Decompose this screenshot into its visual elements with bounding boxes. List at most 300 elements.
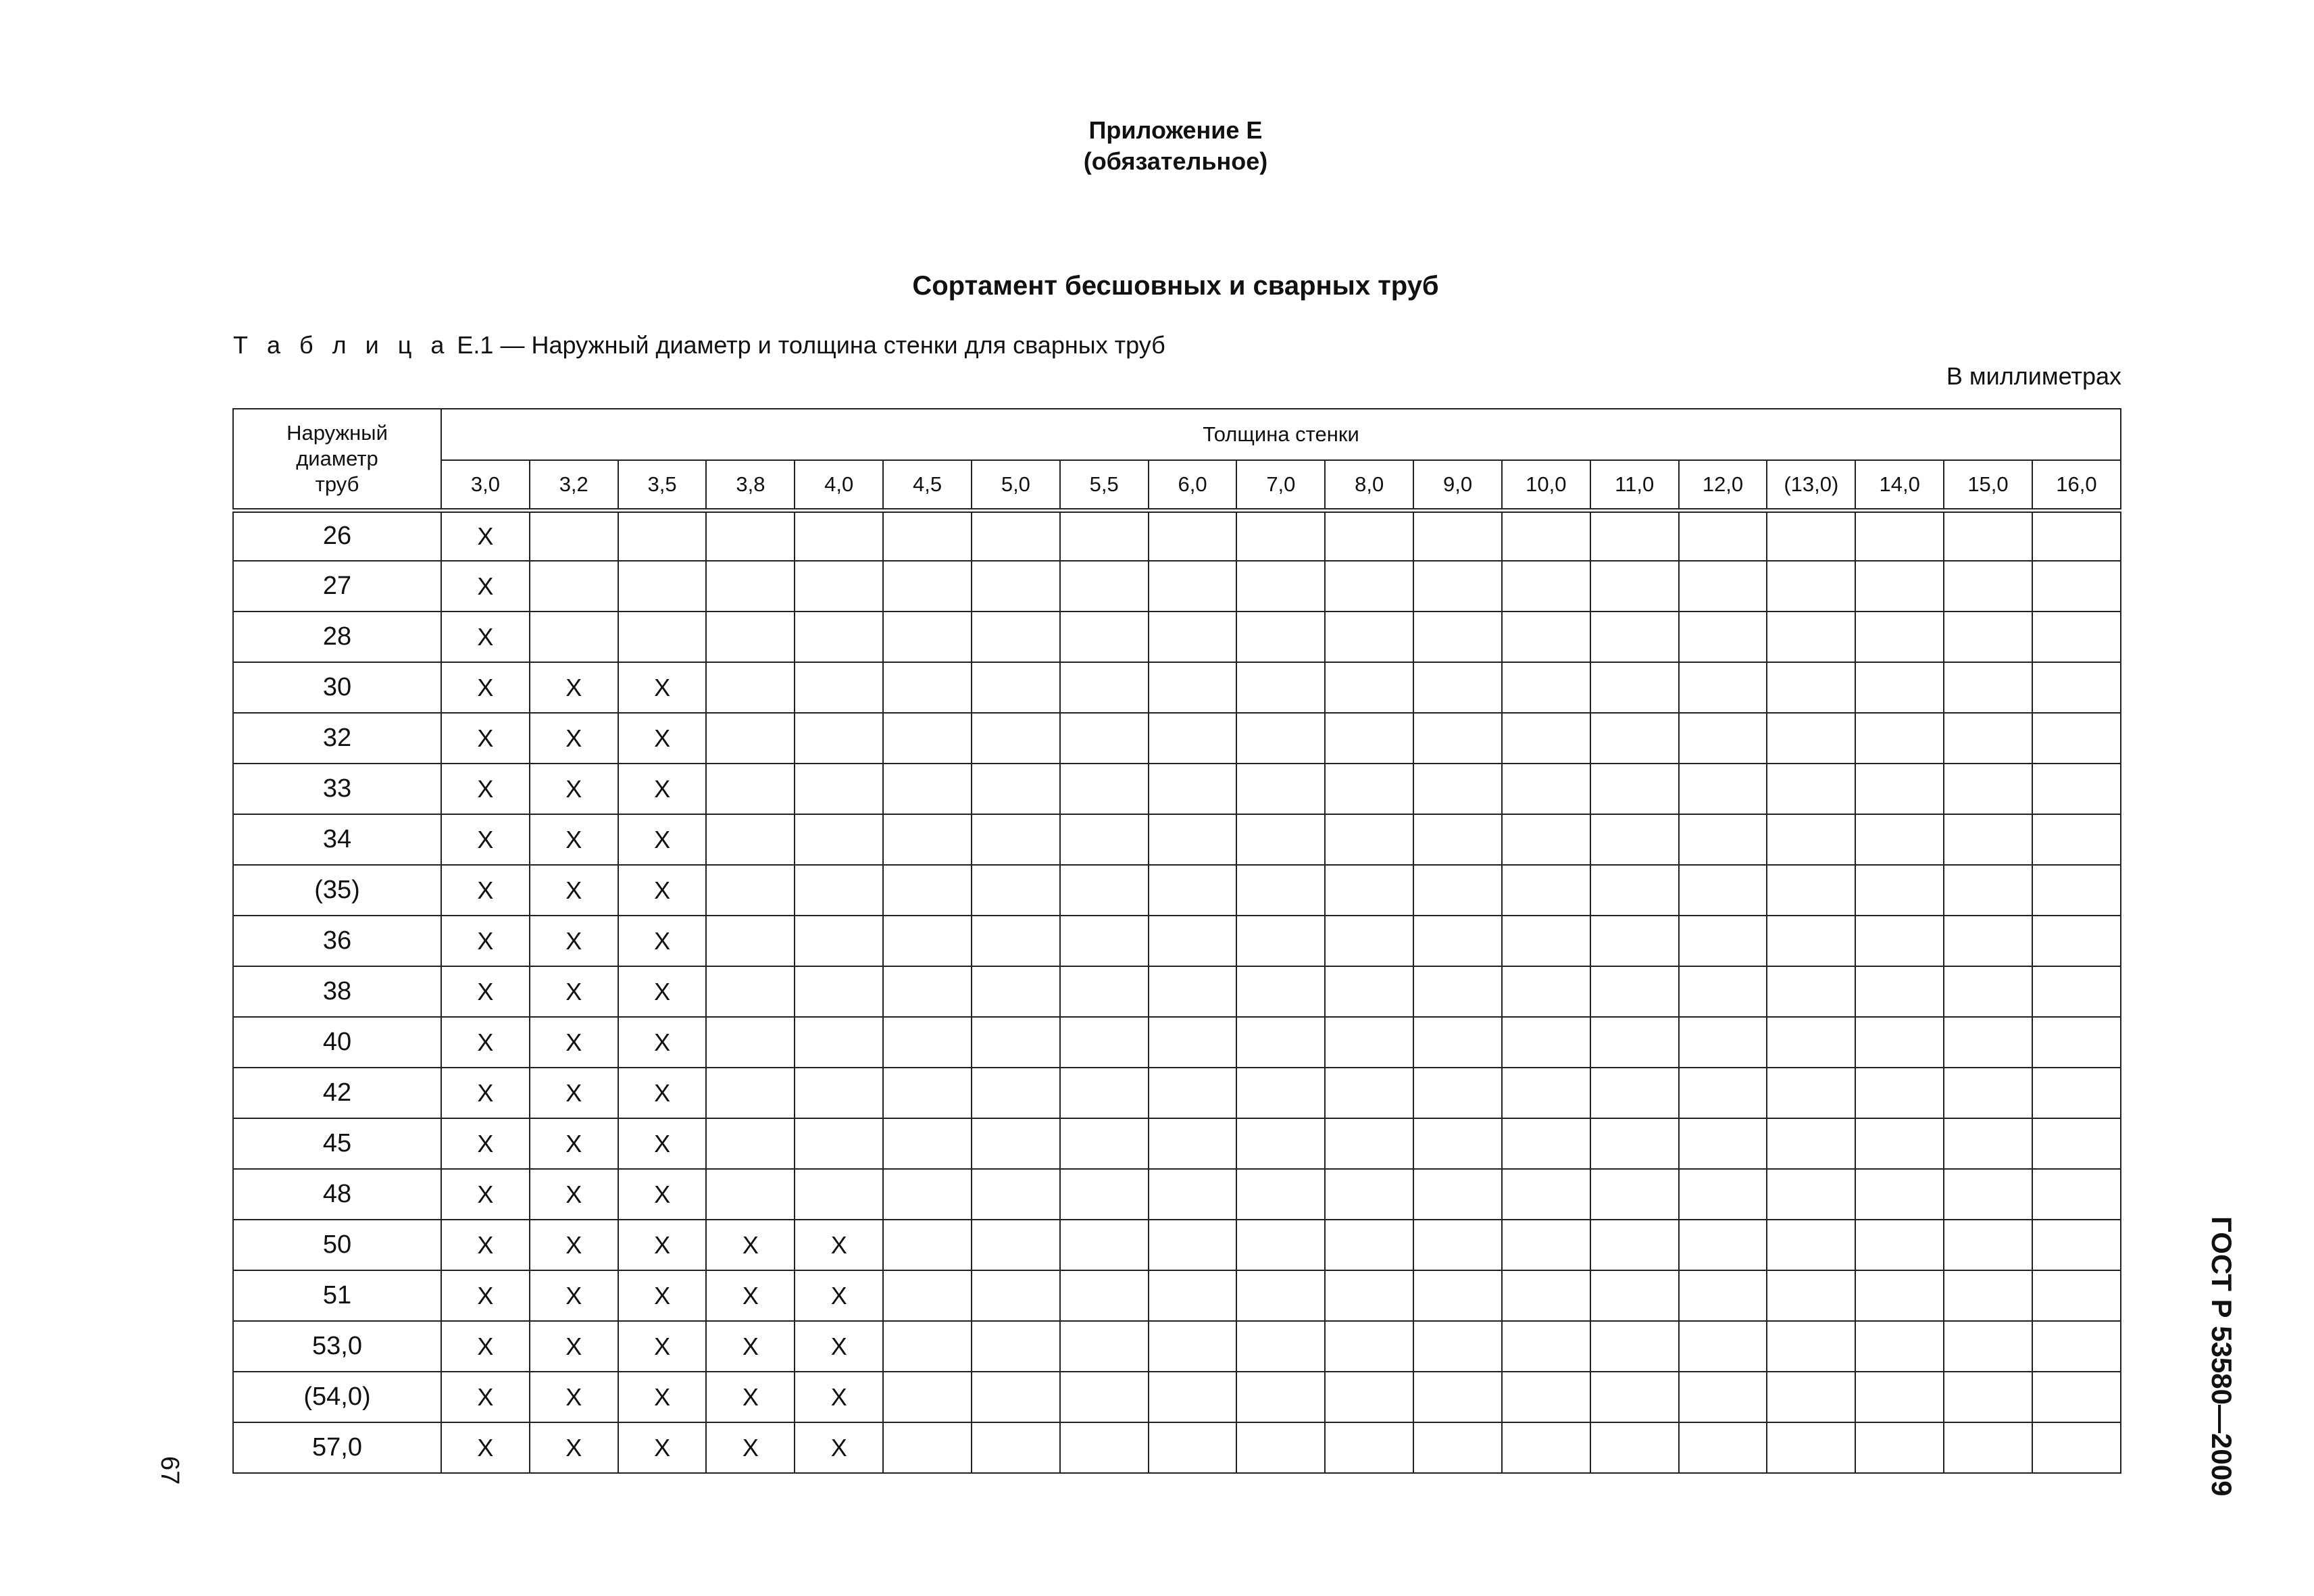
empty-cell xyxy=(1855,865,1944,916)
empty-cell xyxy=(2032,1118,2121,1169)
empty-cell xyxy=(1236,510,1325,561)
empty-cell xyxy=(1590,865,1679,916)
empty-cell xyxy=(1149,865,1237,916)
availability-mark: X xyxy=(441,1270,530,1321)
empty-cell xyxy=(1413,1017,1502,1068)
table-caption xyxy=(233,330,1165,361)
empty-cell xyxy=(618,561,707,612)
table-row xyxy=(233,814,2121,865)
empty-cell xyxy=(1236,865,1325,916)
thickness-column-header: 7,0 xyxy=(1236,460,1325,510)
availability-mark: X xyxy=(618,966,707,1017)
empty-cell xyxy=(1502,561,1590,612)
thickness-columns-row xyxy=(233,460,2121,510)
empty-cell xyxy=(972,510,1060,561)
empty-cell xyxy=(1855,764,1944,814)
empty-cell xyxy=(795,561,883,612)
empty-cell xyxy=(1149,1017,1237,1068)
empty-cell xyxy=(706,1017,795,1068)
empty-cell xyxy=(1236,1220,1325,1270)
empty-cell xyxy=(972,966,1060,1017)
empty-cell xyxy=(706,561,795,612)
availability-mark: X xyxy=(530,1017,618,1068)
empty-cell xyxy=(1944,1270,2032,1321)
empty-cell xyxy=(972,1017,1060,1068)
thickness-column-header: 5,5 xyxy=(1060,460,1149,510)
diameter-cell: 57,0 xyxy=(233,1422,441,1473)
availability-mark: X xyxy=(618,1118,707,1169)
empty-cell xyxy=(1236,662,1325,713)
empty-cell xyxy=(1679,1372,1767,1422)
empty-cell xyxy=(1325,1118,1413,1169)
empty-cell xyxy=(1944,966,2032,1017)
empty-cell xyxy=(1413,1068,1502,1118)
empty-cell xyxy=(1149,1068,1237,1118)
empty-cell xyxy=(883,662,972,713)
empty-cell xyxy=(1679,916,1767,966)
empty-cell xyxy=(618,612,707,662)
empty-cell xyxy=(1679,510,1767,561)
availability-mark: X xyxy=(441,814,530,865)
table-row xyxy=(233,1169,2121,1220)
empty-cell xyxy=(1590,814,1679,865)
empty-cell xyxy=(1679,814,1767,865)
annex-heading xyxy=(0,115,2314,177)
empty-cell xyxy=(1944,662,2032,713)
empty-cell xyxy=(1413,612,1502,662)
availability-mark: X xyxy=(441,1422,530,1473)
empty-cell xyxy=(1590,1017,1679,1068)
empty-cell xyxy=(795,764,883,814)
empty-cell xyxy=(1767,865,1855,916)
empty-cell xyxy=(1060,1372,1149,1422)
empty-cell xyxy=(1767,764,1855,814)
availability-mark: X xyxy=(706,1220,795,1270)
availability-mark: X xyxy=(441,1017,530,1068)
availability-mark: X xyxy=(618,1372,707,1422)
empty-cell xyxy=(1325,1017,1413,1068)
empty-cell xyxy=(972,612,1060,662)
empty-cell xyxy=(1149,1118,1237,1169)
empty-cell xyxy=(1679,1321,1767,1372)
empty-cell xyxy=(1413,662,1502,713)
diameter-cell: 27 xyxy=(233,561,441,612)
empty-cell xyxy=(530,612,618,662)
availability-mark: X xyxy=(618,662,707,713)
empty-cell xyxy=(706,916,795,966)
diameter-cell: 32 xyxy=(233,713,441,764)
empty-cell xyxy=(1325,510,1413,561)
empty-cell xyxy=(1413,713,1502,764)
empty-cell xyxy=(1767,1068,1855,1118)
empty-cell xyxy=(1767,713,1855,764)
empty-cell xyxy=(1502,662,1590,713)
empty-cell xyxy=(1325,662,1413,713)
empty-cell xyxy=(1413,814,1502,865)
pipe-assortment-table xyxy=(232,408,2121,1474)
empty-cell xyxy=(795,865,883,916)
availability-mark: X xyxy=(530,764,618,814)
diameter-cell: 33 xyxy=(233,764,441,814)
empty-cell xyxy=(1855,1270,1944,1321)
availability-mark: X xyxy=(618,1220,707,1270)
empty-cell xyxy=(1502,510,1590,561)
empty-cell xyxy=(883,916,972,966)
empty-cell xyxy=(1060,1118,1149,1169)
diameter-cell: (54,0) xyxy=(233,1372,441,1422)
empty-cell xyxy=(1060,662,1149,713)
empty-cell xyxy=(1767,1270,1855,1321)
empty-cell xyxy=(972,1270,1060,1321)
diameter-header-line-2: диаметр xyxy=(296,446,378,470)
empty-cell xyxy=(972,561,1060,612)
empty-cell xyxy=(883,713,972,764)
empty-cell xyxy=(972,1321,1060,1372)
empty-cell xyxy=(1413,764,1502,814)
empty-cell xyxy=(1060,916,1149,966)
empty-cell xyxy=(1149,1270,1237,1321)
availability-mark: X xyxy=(530,1372,618,1422)
empty-cell xyxy=(972,662,1060,713)
empty-cell xyxy=(883,966,972,1017)
empty-cell xyxy=(1679,1220,1767,1270)
empty-cell xyxy=(1679,764,1767,814)
empty-cell xyxy=(1944,1017,2032,1068)
diameter-cell: 26 xyxy=(233,510,441,561)
empty-cell xyxy=(1502,1270,1590,1321)
empty-cell xyxy=(1502,865,1590,916)
empty-cell xyxy=(1149,561,1237,612)
empty-cell xyxy=(883,561,972,612)
empty-cell xyxy=(972,1118,1060,1169)
empty-cell xyxy=(1325,966,1413,1017)
empty-cell xyxy=(972,865,1060,916)
empty-cell xyxy=(1855,1017,1944,1068)
table-row xyxy=(233,1068,2121,1118)
availability-mark: X xyxy=(530,1118,618,1169)
empty-cell xyxy=(2032,814,2121,865)
empty-cell xyxy=(1060,865,1149,916)
empty-cell xyxy=(972,1068,1060,1118)
empty-cell xyxy=(1944,865,2032,916)
empty-cell xyxy=(883,510,972,561)
empty-cell xyxy=(883,1068,972,1118)
empty-cell xyxy=(1502,1372,1590,1422)
empty-cell xyxy=(1590,612,1679,662)
empty-cell xyxy=(1149,713,1237,764)
availability-mark: X xyxy=(618,916,707,966)
empty-cell xyxy=(1325,561,1413,612)
availability-mark: X xyxy=(441,1068,530,1118)
empty-cell xyxy=(1944,713,2032,764)
empty-cell xyxy=(1236,1422,1325,1473)
empty-cell xyxy=(1502,713,1590,764)
empty-cell xyxy=(1149,1422,1237,1473)
diameter-header-line-3: труб xyxy=(315,472,359,496)
availability-mark: X xyxy=(530,1068,618,1118)
empty-cell xyxy=(795,1169,883,1220)
empty-cell xyxy=(795,1068,883,1118)
empty-cell xyxy=(618,510,707,561)
empty-cell xyxy=(1944,510,2032,561)
thickness-column-header: 3,5 xyxy=(618,460,707,510)
thickness-column-header: 14,0 xyxy=(1855,460,1944,510)
empty-cell xyxy=(706,1118,795,1169)
availability-mark: X xyxy=(441,662,530,713)
empty-cell xyxy=(1590,1422,1679,1473)
empty-cell xyxy=(1855,1169,1944,1220)
table-caption-label: Т а б л и ц а xyxy=(233,331,451,359)
empty-cell xyxy=(706,814,795,865)
empty-cell xyxy=(1767,1169,1855,1220)
empty-cell xyxy=(530,561,618,612)
empty-cell xyxy=(883,612,972,662)
empty-cell xyxy=(2032,1422,2121,1473)
empty-cell xyxy=(1944,814,2032,865)
empty-cell xyxy=(706,1169,795,1220)
diameter-cell: (35) xyxy=(233,865,441,916)
availability-mark: X xyxy=(706,1422,795,1473)
thickness-column-header: (13,0) xyxy=(1767,460,1855,510)
availability-mark: X xyxy=(530,713,618,764)
annex-status: (обязательное) xyxy=(1083,147,1268,175)
units-note: В миллиметрах xyxy=(1946,362,2121,390)
empty-cell xyxy=(972,814,1060,865)
thickness-header: Толщина стенки xyxy=(441,409,2121,460)
availability-mark: X xyxy=(618,1068,707,1118)
diameter-cell: 50 xyxy=(233,1220,441,1270)
empty-cell xyxy=(1149,1321,1237,1372)
empty-cell xyxy=(1149,612,1237,662)
availability-mark: X xyxy=(441,916,530,966)
empty-cell xyxy=(1060,814,1149,865)
empty-cell xyxy=(1325,1270,1413,1321)
empty-cell xyxy=(1149,1372,1237,1422)
diameter-cell: 28 xyxy=(233,612,441,662)
empty-cell xyxy=(1149,916,1237,966)
empty-cell xyxy=(530,510,618,561)
empty-cell xyxy=(1679,1017,1767,1068)
empty-cell xyxy=(1767,1422,1855,1473)
availability-mark: X xyxy=(441,1169,530,1220)
empty-cell xyxy=(1944,1118,2032,1169)
empty-cell xyxy=(1855,1422,1944,1473)
empty-cell xyxy=(1325,1220,1413,1270)
page-number: 67 xyxy=(155,1456,184,1485)
empty-cell xyxy=(1236,916,1325,966)
empty-cell xyxy=(1060,1220,1149,1270)
table-row xyxy=(233,1422,2121,1473)
empty-cell xyxy=(1413,1169,1502,1220)
empty-cell xyxy=(2032,561,2121,612)
empty-cell xyxy=(706,1068,795,1118)
empty-cell xyxy=(1767,662,1855,713)
availability-mark: X xyxy=(618,1321,707,1372)
empty-cell xyxy=(1855,966,1944,1017)
availability-mark: X xyxy=(618,814,707,865)
availability-mark: X xyxy=(530,1270,618,1321)
empty-cell xyxy=(1236,814,1325,865)
empty-cell xyxy=(795,713,883,764)
empty-cell xyxy=(1944,916,2032,966)
empty-cell xyxy=(1060,510,1149,561)
empty-cell xyxy=(972,713,1060,764)
empty-cell xyxy=(1236,1321,1325,1372)
empty-cell xyxy=(1767,510,1855,561)
empty-cell xyxy=(1060,1422,1149,1473)
empty-cell xyxy=(1325,612,1413,662)
availability-mark: X xyxy=(441,865,530,916)
table-row xyxy=(233,1270,2121,1321)
diameter-cell: 45 xyxy=(233,1118,441,1169)
empty-cell xyxy=(2032,1220,2121,1270)
empty-cell xyxy=(1944,1220,2032,1270)
empty-cell xyxy=(1236,713,1325,764)
empty-cell xyxy=(972,1372,1060,1422)
empty-cell xyxy=(1149,1169,1237,1220)
empty-cell xyxy=(1590,966,1679,1017)
empty-cell xyxy=(1590,1118,1679,1169)
availability-mark: X xyxy=(706,1372,795,1422)
empty-cell xyxy=(2032,1017,2121,1068)
table-row xyxy=(233,612,2121,662)
thickness-column-header: 9,0 xyxy=(1413,460,1502,510)
empty-cell xyxy=(1236,764,1325,814)
annex-title: Приложение Е xyxy=(1088,116,1263,144)
table-row xyxy=(233,1372,2121,1422)
empty-cell xyxy=(2032,1068,2121,1118)
empty-cell xyxy=(1679,713,1767,764)
table-row xyxy=(233,764,2121,814)
empty-cell xyxy=(1236,1118,1325,1169)
table-row xyxy=(233,1321,2121,1372)
empty-cell xyxy=(1855,1372,1944,1422)
empty-cell xyxy=(1767,966,1855,1017)
empty-cell xyxy=(1413,510,1502,561)
empty-cell xyxy=(1413,966,1502,1017)
empty-cell xyxy=(706,612,795,662)
availability-mark: X xyxy=(795,1270,883,1321)
thickness-column-header: 4,5 xyxy=(883,460,972,510)
empty-cell xyxy=(1679,1118,1767,1169)
empty-cell xyxy=(1325,814,1413,865)
empty-cell xyxy=(1767,1372,1855,1422)
empty-cell xyxy=(883,1220,972,1270)
availability-mark: X xyxy=(618,713,707,764)
empty-cell xyxy=(795,916,883,966)
thickness-column-header: 4,0 xyxy=(795,460,883,510)
empty-cell xyxy=(1502,1169,1590,1220)
empty-cell xyxy=(883,1372,972,1422)
availability-mark: X xyxy=(530,814,618,865)
table-row xyxy=(233,510,2121,561)
empty-cell xyxy=(706,966,795,1017)
empty-cell xyxy=(1679,1422,1767,1473)
empty-cell xyxy=(883,1321,972,1372)
empty-cell xyxy=(1855,612,1944,662)
empty-cell xyxy=(1060,1169,1149,1220)
empty-cell xyxy=(972,1422,1060,1473)
empty-cell xyxy=(972,1169,1060,1220)
document-code: ГОСТ Р 53580—2009 xyxy=(2206,1216,2238,1497)
thickness-column-header: 8,0 xyxy=(1325,460,1413,510)
table-row xyxy=(233,966,2121,1017)
empty-cell xyxy=(1502,1321,1590,1372)
empty-cell xyxy=(883,1169,972,1220)
empty-cell xyxy=(1679,612,1767,662)
empty-cell xyxy=(1590,1372,1679,1422)
empty-cell xyxy=(1325,865,1413,916)
empty-cell xyxy=(2032,1169,2121,1220)
empty-cell xyxy=(1944,1422,2032,1473)
empty-cell xyxy=(1590,713,1679,764)
empty-cell xyxy=(1502,1068,1590,1118)
empty-cell xyxy=(1060,1270,1149,1321)
empty-cell xyxy=(795,966,883,1017)
thickness-column-header: 16,0 xyxy=(2032,460,2121,510)
empty-cell xyxy=(1502,612,1590,662)
empty-cell xyxy=(1413,561,1502,612)
empty-cell xyxy=(883,1270,972,1321)
empty-cell xyxy=(2032,916,2121,966)
empty-cell xyxy=(1325,713,1413,764)
empty-cell xyxy=(1767,916,1855,966)
empty-cell xyxy=(1855,1321,1944,1372)
availability-mark: X xyxy=(530,1169,618,1220)
empty-cell xyxy=(1855,561,1944,612)
empty-cell xyxy=(1149,814,1237,865)
empty-cell xyxy=(2032,764,2121,814)
empty-cell xyxy=(1060,966,1149,1017)
empty-cell xyxy=(1590,916,1679,966)
availability-mark: X xyxy=(530,966,618,1017)
availability-mark: X xyxy=(441,1321,530,1372)
empty-cell xyxy=(1590,510,1679,561)
thickness-column-header: 10,0 xyxy=(1502,460,1590,510)
empty-cell xyxy=(1502,1118,1590,1169)
empty-cell xyxy=(1679,1270,1767,1321)
diameter-cell: 36 xyxy=(233,916,441,966)
availability-mark: X xyxy=(530,662,618,713)
availability-mark: X xyxy=(441,1372,530,1422)
empty-cell xyxy=(1855,1068,1944,1118)
empty-cell xyxy=(1590,1220,1679,1270)
availability-mark: X xyxy=(618,764,707,814)
empty-cell xyxy=(1855,1118,1944,1169)
table-row xyxy=(233,713,2121,764)
empty-cell xyxy=(1149,662,1237,713)
empty-cell xyxy=(1325,916,1413,966)
empty-cell xyxy=(1590,662,1679,713)
empty-cell xyxy=(883,1422,972,1473)
availability-mark: X xyxy=(441,612,530,662)
empty-cell xyxy=(1855,814,1944,865)
empty-cell xyxy=(1060,561,1149,612)
empty-cell xyxy=(1413,916,1502,966)
availability-mark: X xyxy=(706,1321,795,1372)
empty-cell xyxy=(1149,1220,1237,1270)
empty-cell xyxy=(1149,966,1237,1017)
empty-cell xyxy=(1060,713,1149,764)
diameter-cell: 38 xyxy=(233,966,441,1017)
empty-cell xyxy=(706,713,795,764)
diameter-cell: 30 xyxy=(233,662,441,713)
empty-cell xyxy=(1767,1118,1855,1169)
availability-mark: X xyxy=(441,966,530,1017)
empty-cell xyxy=(706,662,795,713)
empty-cell xyxy=(972,764,1060,814)
empty-cell xyxy=(1413,1372,1502,1422)
